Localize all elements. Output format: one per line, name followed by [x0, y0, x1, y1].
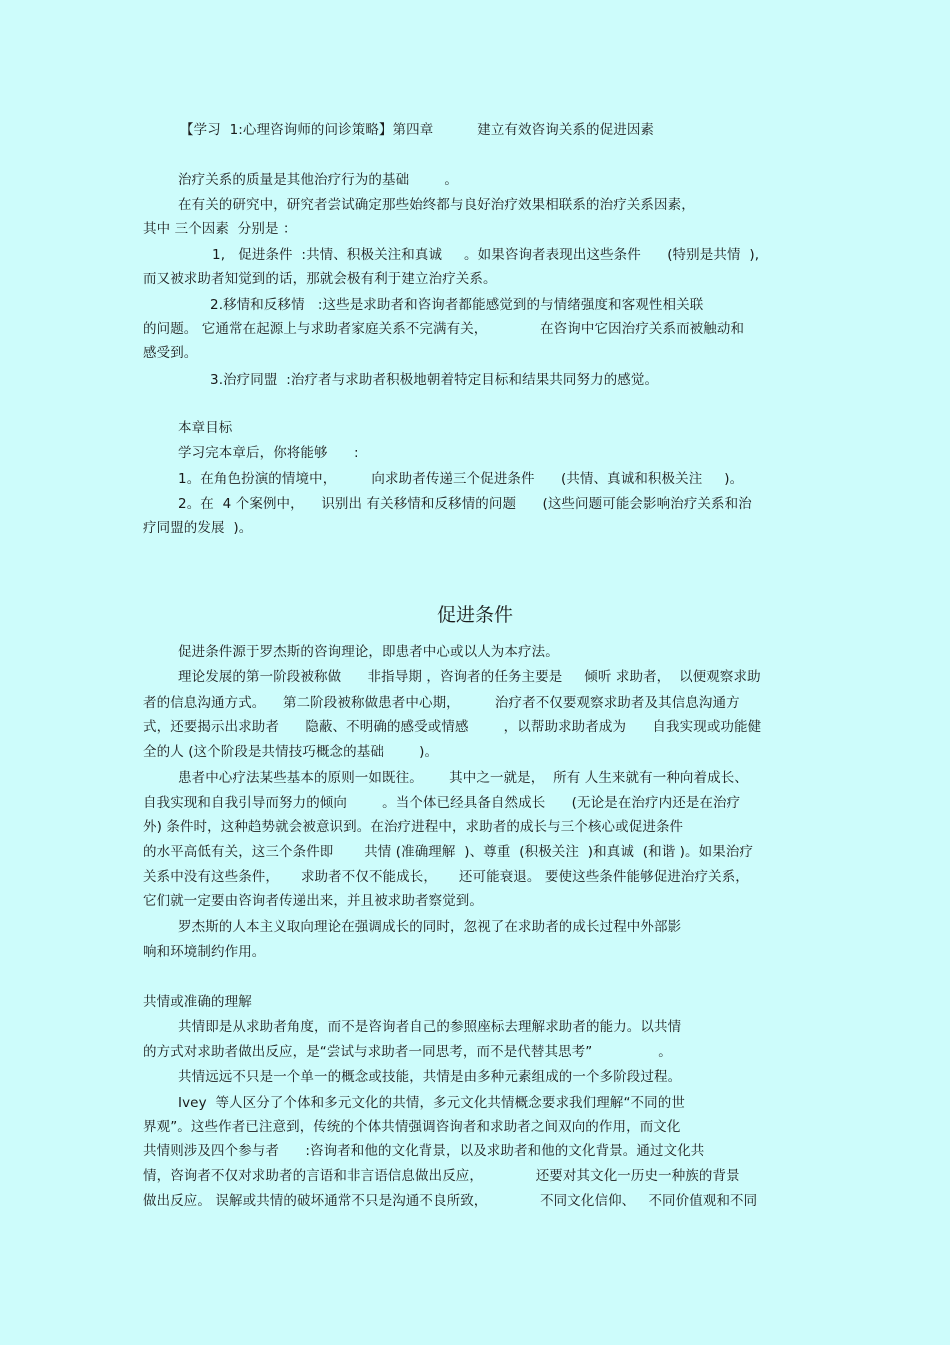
subsection-heading: 共情或准确的理解 — [143, 994, 252, 1010]
subsection-paragraph-line: 的方式对求助者做出反应，是“尝试与求助者一同思考，而不是代替其思考” 。 — [143, 1044, 672, 1060]
intro-line: 其中 三个因素 分别是 ： — [143, 221, 297, 237]
section-paragraph-line: 的水平高低有关，这三个条件即 共情 (准确理解 )、尊重 (积极关注 )和真诚 (和谐 )。如果治疗 — [143, 844, 754, 860]
section-paragraph-line: 全的人 (这个阶段是共情技巧概念的基础 )。 — [143, 744, 439, 760]
section-paragraph-line: 促进条件源于罗杰斯的咨询理论，即患者中心或以人为本疗法。 — [178, 644, 559, 660]
subsection-paragraph-line: Ivey 等人区分了个体和多元文化的共情，多元文化共情概念要求我们理解“不同的世 — [178, 1095, 685, 1111]
section-paragraph-line: 自我实现和自我引导而努力的倾向 。当个体已经具备自然成长 (无论是在治疗内还是在治疗 — [143, 795, 741, 811]
intro-line: 治疗关系的质量是其他治疗行为的基础 。 — [178, 172, 458, 188]
section-paragraph-line: 响和环境制约作用。 — [143, 944, 266, 960]
intro-line: 而又被求助者知觉到的话，那就会极有利于建立治疗关系。 — [143, 271, 497, 287]
goals-line: 1。在角色扮演的情境中， 向求助者传递三个促进条件 (共情、真诚和积极关注 )。 — [178, 471, 744, 487]
subsection-paragraph-line: 做出反应。 误解或共情的破坏通常不只是沟通不良所致， 不同文化信仰、 不同价值观和不同 — [143, 1193, 758, 1209]
section-paragraph-line: 关系中没有这些条件， 求助者不仅不能成长， 还可能衰退。 要使这些条件能够促进治疗关系， — [143, 869, 749, 885]
section-paragraph-line: 者的信息沟通方式。 第二阶段被称做患者中心期， 治疗者不仅要观察求助者及其信息沟通方 — [143, 695, 740, 711]
subsection-paragraph-line: 共情远远不只是一个单一的概念或技能，共情是由多种元素组成的一个多阶段过程。 — [178, 1069, 682, 1085]
intro-line: 3.治疗同盟 :治疗者与求助者积极地朝着特定目标和结果共同努力的感觉。 — [210, 372, 659, 388]
section-paragraph-line: 式，还要揭示出求助者 隐蔽、不明确的感受或情感 ，以帮助求助者成为 自我实现或功能健 — [143, 719, 762, 735]
section-paragraph-line: 患者中心疗法某些基本的原则一如既往。 其中之一就是， 所有 人生来就有一种向着成长、 — [178, 770, 748, 786]
intro-line: 2.移情和反移情 :这些是求助者和咨询者都能感觉到的与情绪强度和客观性相关联 — [210, 297, 704, 313]
goals-heading: 本章目标 — [178, 420, 233, 436]
intro-line: 1, 促进条件 :共情、积极关注和真诚 。如果咨询者表现出这些条件 (特别是共情 ), — [212, 247, 760, 263]
subsection-paragraph-line: 界观”。这些作者已注意到，传统的个体共情强调咨询者和求助者之间双向的作用，而文化 — [143, 1119, 681, 1135]
goals-line: 疗同盟的发展 )。 — [143, 520, 253, 536]
intro-line: 的问题。 它通常在起源上与求助者家庭关系不完满有关， 在咨询中它因治疗关系而被触动和 — [143, 321, 745, 337]
subsection-paragraph-line: 情，咨询者不仅对求助者的言语和非言语信息做出反应， 还要对其文化一历史一种族的背景 — [143, 1168, 740, 1184]
section-paragraph-line: 罗杰斯的人本主义取向理论在强调成长的同时，忽视了在求助者的成长过程中外部影 — [178, 919, 682, 935]
intro-line: 在有关的研究中，研究者尝试确定那些始终都与良好治疗效果相联系的治疗关系因素， — [178, 197, 695, 213]
intro-line: 感受到。 — [143, 345, 198, 361]
goals-line: 学习完本章后，你将能够 : — [178, 445, 359, 461]
section-paragraph-line: 理论发展的第一阶段被称做 非指导期 ，咨询者的任务主要是 倾听 求助者， 以便观察求助 — [178, 669, 761, 685]
section-paragraph-line: 它们就一定要由咨询者传递出来，并且被求助者察觉到。 — [143, 893, 483, 909]
subsection-paragraph-line: 共情则涉及四个参与者 :咨询者和他的文化背景，以及求助者和他的文化背景。通过文化共 — [143, 1143, 705, 1159]
document-title: 【学习 1:心理咨询师的问诊策略】第四章 建立有效咨询关系的促进因素 — [180, 122, 655, 138]
section-heading: 促进条件 — [436, 604, 513, 626]
goals-line: 2。在 4 个案例中， 识别出 有关移情和反移情的问题 (这些问题可能会影响治疗关系和治 — [178, 496, 752, 512]
section-paragraph-line: 外) 条件时，这种趋势就会被意识到。在治疗进程中，求助者的成长与三个核心或促进条件 — [143, 819, 684, 835]
subsection-paragraph-line: 共情即是从求助者角度，而不是咨询者自己的参照座标去理解求助者的能力。以共情 — [178, 1019, 682, 1035]
